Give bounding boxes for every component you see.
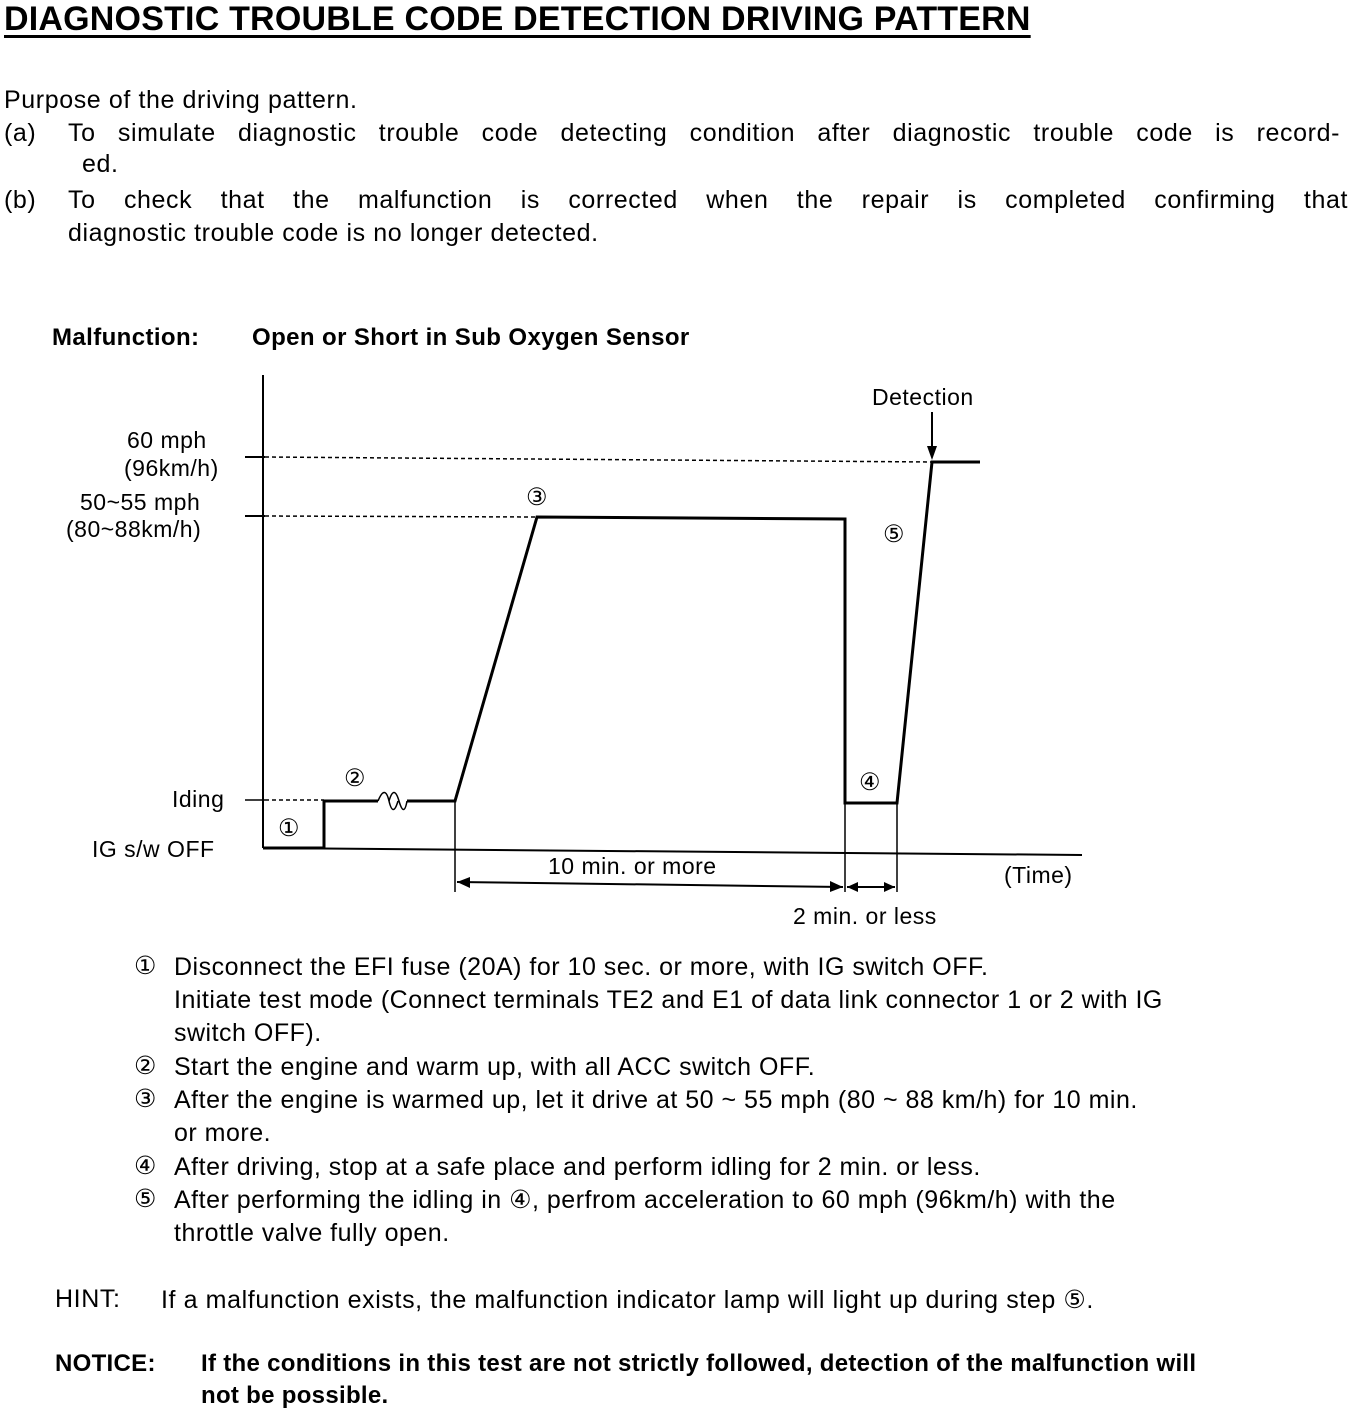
step-4-number: ④ <box>134 1152 157 1180</box>
step-4-line1: After driving, stop at a safe place and perform idling for 2 min. or less. <box>174 1153 981 1181</box>
marker-step-2: ② <box>344 765 367 792</box>
malfunction-label: Malfunction: <box>52 324 200 351</box>
step-2-number: ② <box>134 1052 157 1080</box>
step-1-line2: Initiate test mode (Connect terminals TE2 and E1 of data link connector 1 or 2 with IG <box>174 986 1163 1014</box>
break-mark-left <box>378 793 398 810</box>
hint-label: HINT: <box>55 1285 121 1313</box>
purpose-b-line1: To check that the malfunction is corrected when the repair is completed confirming that <box>68 186 1348 214</box>
purpose-b-line2: diagnostic trouble code is no longer detected. <box>68 219 599 247</box>
marker-step-1: ① <box>278 815 301 842</box>
step-1-line3: switch OFF). <box>174 1019 322 1047</box>
step-1 <box>134 951 1163 1047</box>
arrowhead-10min-left <box>457 877 470 888</box>
malfunction-value: Open or Short in Sub Oxygen Sensor <box>252 324 690 351</box>
label-80-88kmh: (80~88km/h) <box>66 516 202 542</box>
label-50-55mph: 50~55 mph <box>80 489 201 515</box>
purpose-a-line1: To simulate diagnostic trouble code detecting condition after diagnostic trouble code is record- <box>68 119 1340 147</box>
step-3-line2: or more. <box>174 1119 272 1147</box>
label-96kmh: (96km/h) <box>124 455 219 481</box>
marker-step-5: ⑤ <box>883 521 906 548</box>
step-2 <box>134 1051 816 1081</box>
step-3 <box>134 1084 1138 1147</box>
purpose-heading: Purpose of the driving pattern. <box>4 86 358 114</box>
step-1-line1: Disconnect the EFI fuse (20A) for 10 sec. or more, with IG switch OFF. <box>174 953 989 981</box>
step-5-number: ⑤ <box>134 1185 157 1213</box>
purpose-b-marker: (b) <box>4 186 37 214</box>
ref-line-60mph <box>265 457 932 462</box>
arrow-10min <box>457 882 843 887</box>
arrowhead-2min-left <box>847 882 858 892</box>
label-10min: 10 min. or more <box>548 853 717 879</box>
step-5-line1: After performing the idling in ④, perfrom acceleration to 60 mph (96km/h) with the <box>174 1186 1116 1214</box>
arrowhead-2min-right <box>884 882 895 892</box>
detection-arrowhead <box>927 446 937 460</box>
notice-label: NOTICE: <box>55 1350 156 1377</box>
step-5-line2: throttle valve fully open. <box>174 1219 450 1247</box>
page-title: DIAGNOSTIC TROUBLE CODE DETECTION DRIVING PATTERN <box>4 0 1031 38</box>
ref-line-50mph <box>265 516 537 517</box>
purpose-a-marker: (a) <box>4 119 37 147</box>
notice-line2: not be possible. <box>201 1382 389 1409</box>
purpose-a-line2: ed. <box>82 150 119 178</box>
step-3-number: ③ <box>134 1085 157 1113</box>
detection-label: Detection <box>872 384 974 410</box>
hint-text: If a malfunction exists, the malfunction indicator lamp will light up during step ⑤. <box>161 1286 1094 1314</box>
arrowhead-10min-right <box>830 881 843 892</box>
profile-drive-and-accelerate <box>407 462 980 803</box>
marker-step-3: ③ <box>526 484 549 511</box>
label-60mph: 60 mph <box>127 427 207 453</box>
step-4 <box>134 1151 981 1181</box>
step-5 <box>134 1184 1116 1247</box>
step-2-line1: Start the engine and warm up, with all ACC switch OFF. <box>174 1053 816 1081</box>
step-3-line1: After the engine is warmed up, let it drive at 50 ~ 55 mph (80 ~ 88 km/h) for 10 min. <box>174 1086 1138 1114</box>
label-2min: 2 min. or less <box>793 903 937 929</box>
label-ig-off: IG s/w OFF <box>92 836 215 862</box>
label-time: (Time) <box>1004 862 1073 888</box>
step-1-number: ① <box>134 952 157 980</box>
marker-step-4: ④ <box>859 769 882 796</box>
notice-line1: If the conditions in this test are not strictly followed, detection of the malfunction will <box>201 1350 1197 1377</box>
label-idling: Iding <box>172 786 225 812</box>
